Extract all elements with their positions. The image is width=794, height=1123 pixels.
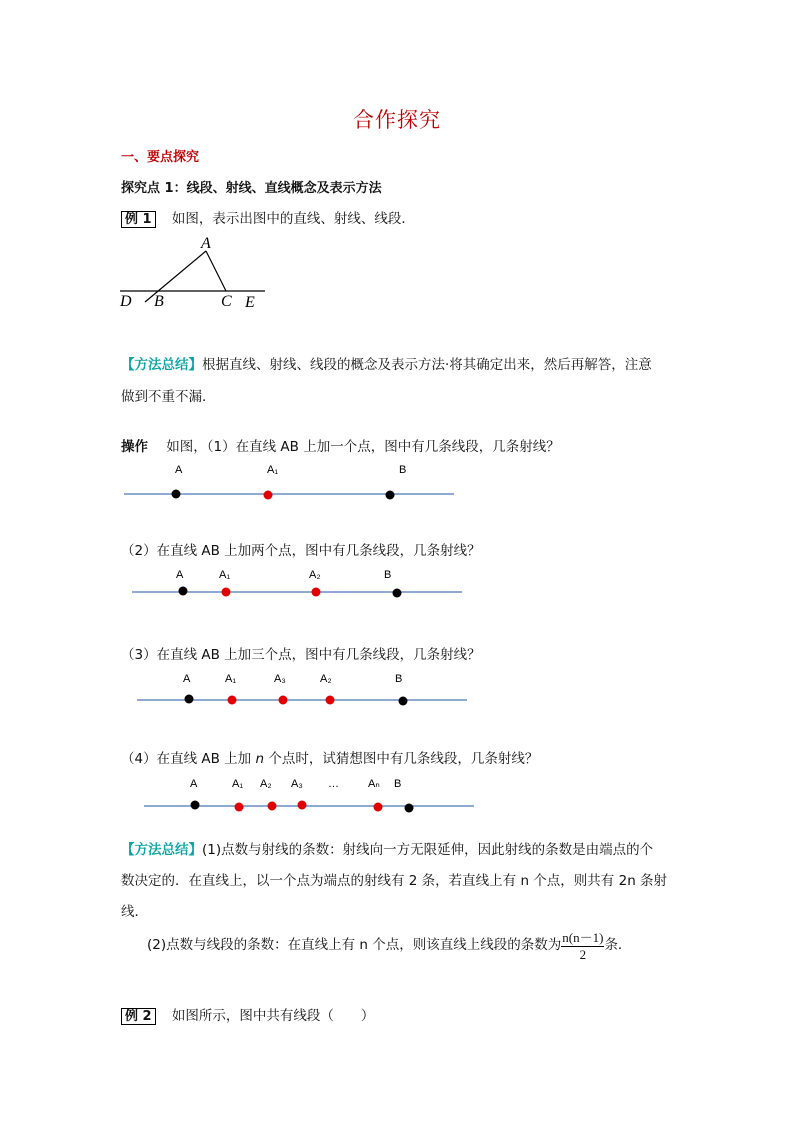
- method-summary-2-line2: [147, 927, 631, 963]
- fig3-label-a2: A₂: [320, 673, 332, 685]
- point-b: [386, 491, 395, 500]
- fig4-label-a1: A₁: [232, 778, 244, 790]
- method-summary-1: [121, 353, 681, 373]
- fig4-label-a2: A₂: [260, 778, 272, 790]
- example-1: [121, 207, 415, 227]
- method-summary-2-t3: 线．: [121, 904, 148, 920]
- point-heading: 探究点 1：线段、射线、直线概念及表示方法: [121, 181, 382, 196]
- fig2-label-b: B: [384, 569, 392, 581]
- point-a1: [228, 696, 237, 705]
- operation-q3: （3）在直线 AB 上加三个点，图中有几条线段，几条射线？: [121, 647, 481, 663]
- operation-q4-b: 个点时，试猜想图中有几条线段，几条射线？: [264, 751, 539, 767]
- points-figure-3: [133, 667, 473, 707]
- operation-q4-a: （4）在直线 AB 上加: [121, 751, 256, 767]
- segment-count-fraction: [561, 927, 604, 963]
- fig1-label-b: B: [399, 464, 407, 476]
- fraction-numerator: n(n－1): [561, 927, 604, 947]
- point-a1: [222, 588, 231, 597]
- point-a1: [235, 803, 244, 812]
- example-2-text: 如图所示，图中共有线段（ ）: [171, 1008, 375, 1024]
- fig3-label-a1: A₁: [225, 673, 237, 685]
- fig4-label-a: A: [190, 778, 198, 790]
- point-b: [399, 697, 408, 706]
- point-a: [185, 695, 194, 704]
- point-an: [374, 803, 383, 812]
- fig3-label-a3: A₃: [274, 673, 286, 685]
- fig1-label-a1: A₁: [267, 464, 279, 476]
- point-a: [191, 801, 200, 810]
- section-heading: 一、要点探究: [121, 150, 200, 165]
- method-summary-2-label: 【方法总结】: [121, 842, 202, 858]
- fig1-label-a: A: [175, 464, 183, 476]
- point-b: [405, 804, 414, 813]
- point-a2: [268, 802, 277, 811]
- fig2-label-a1: A₁: [219, 569, 231, 581]
- point-a2: [312, 588, 321, 597]
- operation-label: 操作: [121, 439, 148, 455]
- operation-q2: （2）在直线 AB 上加两个点，图中有几条线段，几条射线？: [121, 543, 481, 559]
- example-1-text: 如图，表示出图中的直线、射线、线段．: [171, 211, 415, 227]
- operation: [121, 435, 560, 455]
- method-summary-2-t5: 条．: [604, 937, 632, 953]
- fraction-denominator: 2: [579, 947, 587, 962]
- method-summary-1-cont: 做到不重不漏．: [121, 389, 216, 405]
- operation-q1: 如图，（1）在直线 AB 上加一个点，图中有几条线段，几条射线？: [166, 439, 560, 455]
- fig4-label-an: Aₙ: [368, 778, 380, 790]
- fig3-label-b: B: [395, 673, 403, 685]
- method-summary-2-t2: 数决定的．在直线上，以一个点为端点的射线有 2 条，若直线上有 n 个点，则共有 2n 条射: [121, 873, 668, 889]
- method-summary-2-t4: (2)点数与线段的条数：在直线上有 n 个点，则该直线上线段的条数为: [147, 937, 562, 953]
- method-summary-2: [121, 838, 686, 858]
- points-figure-2: [128, 563, 468, 603]
- fig2-label-a: A: [176, 569, 184, 581]
- point-a: [179, 587, 188, 596]
- point-b: [393, 589, 402, 598]
- line-ac: [206, 251, 226, 291]
- point-a3: [298, 801, 307, 810]
- fig3-label-a: A: [183, 673, 191, 685]
- operation-q4-n: n: [255, 751, 265, 767]
- label-a: A: [201, 235, 211, 252]
- fig2-label-a2: A₂: [309, 569, 321, 581]
- label-c: C: [221, 293, 232, 310]
- example-1-label: 例 1: [121, 211, 156, 228]
- fig4-ellipsis: …: [328, 778, 339, 790]
- method-summary-1-label: 【方法总结】: [121, 357, 202, 373]
- fig4-label-b: B: [394, 778, 402, 790]
- example-2: [121, 1004, 374, 1024]
- label-e: E: [245, 294, 255, 311]
- label-b: B: [154, 293, 164, 310]
- method-summary-1-text: 根据直线、射线、线段的概念及表示方法·将其确定出来，然后再解答，注意: [202, 357, 652, 373]
- triangle-figure: [115, 232, 275, 312]
- page-title: 合作探究: [353, 108, 441, 132]
- points-figure-4: [140, 772, 480, 814]
- fig4-label-a3: A₃: [291, 778, 303, 790]
- point-a: [172, 490, 181, 499]
- point-a3: [279, 696, 288, 705]
- point-a1: [264, 491, 273, 500]
- operation-q4: [121, 747, 538, 767]
- point-a2: [326, 696, 335, 705]
- points-figure-1: [120, 458, 460, 504]
- method-summary-2-t1: (1)点数与射线的条数：射线向一方无限延伸，因此射线的条数是由端点的个: [202, 842, 654, 858]
- example-2-label: 例 2: [121, 1008, 156, 1025]
- label-d: D: [120, 293, 132, 310]
